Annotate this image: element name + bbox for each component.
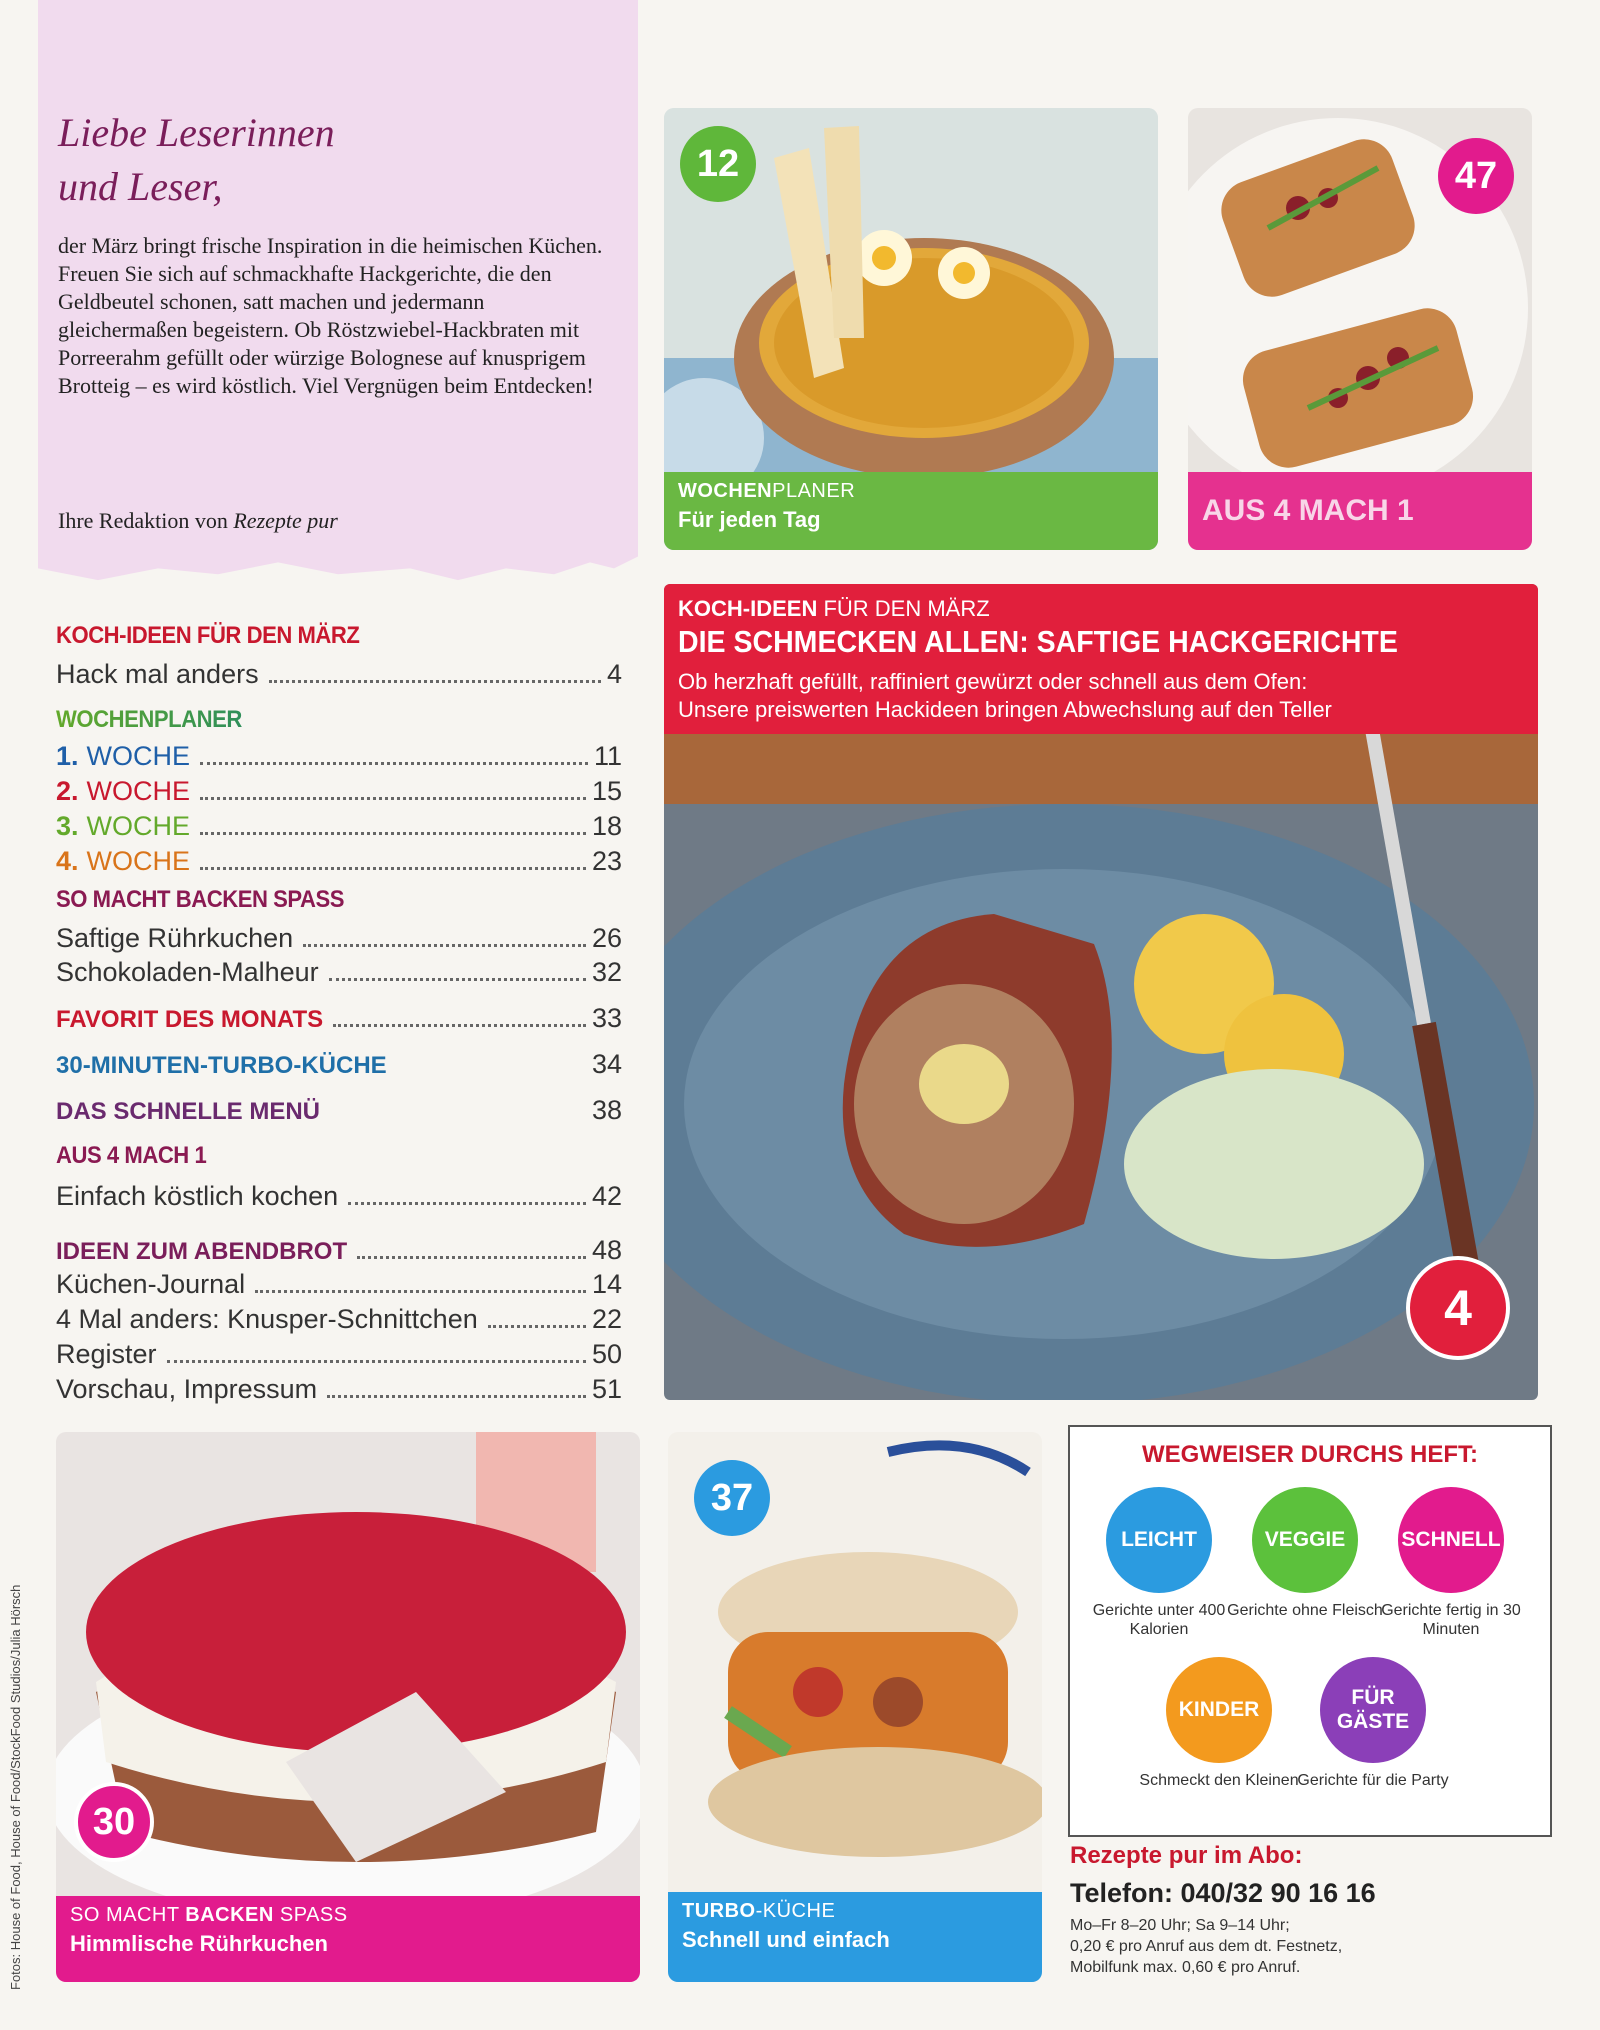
legend-description: Gerichte unter 400 Kalorien — [1092, 1602, 1226, 1638]
toc-row-week-1[interactable]: 1. WOCHE 11 — [56, 741, 622, 771]
toc-row-turbo[interactable]: 30-MINUTEN-TURBO-KÜCHE 34 — [56, 1049, 622, 1079]
hack-header: KOCH-IDEEN FÜR DEN MÄRZ DIE SCHMECKEN ALLEN: SAFTIGE HACKGERICHTE Ob herzhaft gefüllt, raffiniert gewürzt oder schnell aus dem Ofen: Unsere preiswerten Hackideen bringen Abwechslung auf den Teller — [664, 584, 1538, 734]
page-badge: 4 — [1406, 1256, 1510, 1360]
card-turbo[interactable] — [668, 1432, 1042, 1982]
toc-heading-wochenplaner: WOCHENPLANER — [56, 706, 242, 733]
legend-badge: KINDER — [1166, 1657, 1272, 1763]
toc-row-ruehrkuchen[interactable]: Saftige Rührkuchen 26 — [56, 923, 622, 953]
legend-box — [1068, 1425, 1552, 1837]
toc-row-misc[interactable]: 4 Mal anders: Knusper-Schnittchen 22 — [56, 1304, 622, 1334]
toc-label: Hack mal anders — [56, 659, 259, 689]
toc-row-abendbrot[interactable]: IDEEN ZUM ABENDBROT 48 — [56, 1235, 622, 1265]
abo-info: Rezepte pur im Abo: Telefon: 040/32 90 16 16 Mo–Fr 8–20 Uhr; Sa 9–14 Uhr; 0,20 € pro Anruf aus dem dt. Festnetz, Mobilfunk max. 0,60 € pro Anruf. — [1070, 1842, 1550, 1978]
card-hackgerichte[interactable] — [664, 584, 1538, 1400]
card-caption: TURBO-KÜCHE Schnell und einfach — [668, 1892, 1042, 1982]
legend-description: Gerichte für die Party — [1297, 1772, 1449, 1789]
card-wochenplaner[interactable] — [664, 108, 1158, 550]
editorial-signature — [58, 508, 578, 534]
card-aus4[interactable] — [1188, 108, 1532, 550]
toc-heading-koch: KOCH-IDEEN FÜR DEN MÄRZ — [56, 622, 360, 649]
card-caption: SO MACHT BACKEN SPASS Himmlische Rührkuchen — [56, 1896, 640, 1982]
signature-prefix: Ihre Redaktion von — [58, 508, 228, 533]
toc-row-schokoladen[interactable]: Schokoladen-Malheur 32 — [56, 957, 622, 987]
toc-row-menu[interactable]: DAS SCHNELLE MENÜ 38 — [56, 1095, 622, 1125]
hack-subline: Ob herzhaft gefüllt, raffiniert gewürzt oder schnell aus dem Ofen: Unsere preiswerten Hackideen bringen Abwechslung auf den Teller — [678, 669, 1332, 722]
legend-badge: LEICHT — [1106, 1487, 1212, 1593]
toc-row-week-2[interactable]: 2. WOCHE 15 — [56, 776, 622, 806]
signature-magazine: Rezepte pur — [233, 508, 338, 533]
toc-row-favorit[interactable]: FAVORIT DES MONATS 33 — [56, 1003, 622, 1033]
toc-row-week-4[interactable]: 4. WOCHE 23 — [56, 846, 622, 876]
greeting-line-2: und Leser, — [58, 164, 223, 209]
toc-page: 4 — [606, 659, 622, 689]
card-backen[interactable] — [56, 1432, 640, 1982]
page-badge: 37 — [694, 1460, 770, 1536]
page-badge: 47 — [1438, 138, 1514, 214]
toc-heading-aus4: AUS 4 MACH 1 — [56, 1142, 207, 1169]
editorial-text: der März bringt frische Inspiration in die heimischen Küchen. Freuen Sie sich auf schmackhafte Hackgerichte, die den Geldbeutel schonen, satt machen und jedermann gleichermaßen begeistern. Ob Röstzwiebel-Hackbraten mit Porreerahm gefüllt oder würzige Bolognese auf knusprigem Brotteig – es wird köstlich. Viel Vergnügen beim Entdecken! — [58, 233, 603, 398]
card-caption: WOCHENPLANER Für jeden Tag — [664, 472, 1158, 550]
legend-description: Gerichte fertig in 30 Minuten — [1381, 1602, 1521, 1638]
greeting-line-1: Liebe Leserinnen — [58, 110, 335, 155]
legend-badge: SCHNELL — [1398, 1487, 1504, 1593]
legend-badge: FÜR GÄSTE — [1320, 1657, 1426, 1763]
toc-row-misc[interactable]: Vorschau, Impressum 51 — [56, 1374, 622, 1404]
hack-headline: DIE SCHMECKEN ALLEN: SAFTIGE HACKGERICHTE — [678, 624, 1398, 659]
toc-row-week-3[interactable]: 3. WOCHE 18 — [56, 811, 622, 841]
toc-row-misc[interactable]: Küchen-Journal 14 — [56, 1269, 622, 1299]
toc-heading-backen: SO MACHT BACKEN SPASS — [56, 886, 345, 913]
editorial-greeting — [58, 106, 578, 214]
toc-row-misc[interactable]: Register 50 — [56, 1339, 622, 1369]
page-badge: 30 — [74, 1782, 154, 1862]
page-badge: 12 — [680, 126, 756, 202]
card-caption: AUS 4 MACH 1 — [1188, 472, 1532, 550]
abo-phone[interactable]: Telefon: 040/32 90 16 16 — [1070, 1878, 1376, 1908]
legend-description: Schmeckt den Kleinen — [1139, 1772, 1299, 1789]
photo-credits: Fotos: House of Food, House of Food/StockFood Studios/Julia Hörsch — [8, 1584, 23, 1990]
toc-row-einfach[interactable]: Einfach köstlich kochen 42 — [56, 1181, 622, 1211]
legend-description: Gerichte ohne Fleisch — [1227, 1602, 1383, 1619]
toc-row-hack[interactable] — [56, 656, 622, 690]
legend-badge: VEGGIE — [1252, 1487, 1358, 1593]
legend-title: WEGWEISER DURCHS HEFT: — [1142, 1441, 1478, 1468]
abo-title: Rezepte pur im Abo: — [1070, 1842, 1303, 1869]
